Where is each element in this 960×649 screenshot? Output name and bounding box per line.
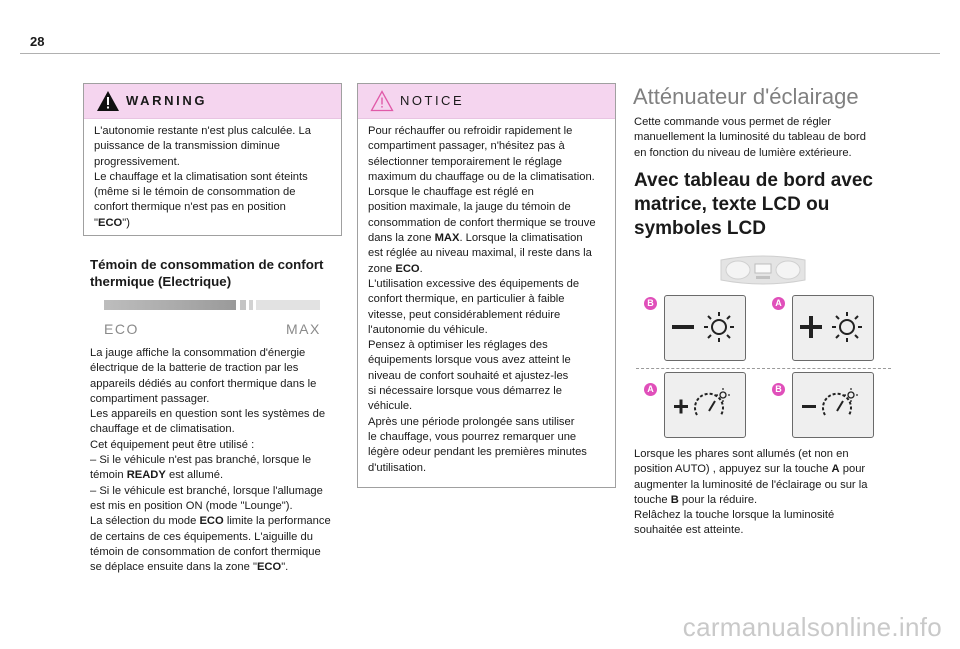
page-number: 28 (30, 34, 45, 49)
notice-text: Pour réchauffer ou refroidir rapidement le compartiment passager, n'hésitez pas à sélectionner temporairement le réglage maximum du chauffage ou de la climatisation. Lorsque le chauffage est réglé en position maximale, la jauge du témoin de consommation de confort thermique se trouve dans la zone MAX. Lorsque la climatisation est réglée au niveau maximal, il reste dans la zone ECO. L'utilisation excessive des équipements de confort thermique, en particulier à faible vitesse, peut considérablement réduire l'autonomie du véhicule. Pensez à optimiser les réglages des équipements lorsque vous avez atteint le niveau de confort souhaité et ajustez-les si nécessaire lorsque vous démarrez le véhicule. Après une période prolongée sans utiliser le chauffage, vous pourrez remarquer une légère odeur pendant les premières minutes d'utilisation. (358, 119, 615, 476)
dim-plus-key-top[interactable] (792, 295, 874, 361)
badge-a-bottom: A (644, 383, 657, 396)
gauge-bar (104, 298, 320, 312)
notice-box (357, 83, 616, 488)
gauge-min-label: ECO (104, 321, 139, 337)
warning-box (83, 83, 342, 236)
consumption-text: La jauge affiche la consommation d'énergie électrique de la batterie de traction par les appareils dédiés au confort thermique dans le compartiment passager. Les appareils en question sont les systèmes de chauffage et de climatisation. Cet équipement peut être utilisé : – Si le véhicule n'est pas branché, lorsque le témoin READY est allumé. – Si le véhicule est branché, lorsque l'allumage est mis en position ON (mode "Lounge"). La sélection du mode ECO limite la performance de certains de ces équipements. L'aiguille du témoin de consommation de confort thermique se déplace ensuite dans la zone "ECO". (90, 346, 350, 575)
minus-gauge-icon (793, 373, 873, 437)
badge-b-bottom: B (772, 383, 785, 396)
notice-box-header (358, 84, 615, 119)
consumption-title: Témoin de consommation de confort thermique (Electrique) (90, 257, 324, 289)
text-line: Le chauffage et la climatisation sont éteints (94, 170, 308, 183)
consumption-gauge (104, 298, 320, 312)
text-line: position AUTO) , appuyez sur la touche A pour (634, 463, 866, 476)
warning-box-header (84, 84, 341, 119)
minus-sun-icon (665, 296, 745, 360)
top-divider (20, 53, 940, 54)
text-line: "ECO") (94, 216, 130, 229)
text-line: dans la zone MAX. Lorsque la climatisation (368, 232, 583, 245)
dashboard-icon (718, 254, 808, 286)
badge-b-top: B (644, 297, 657, 310)
text-line: (même si le témoin de consommation de (94, 186, 296, 199)
plus-gauge-icon (665, 373, 745, 437)
text-line: touche B pour la réduire. (634, 493, 758, 506)
dimmer-subtitle: Avec tableau de bord avec matrice, texte LCD ou symboles LCD (634, 170, 874, 239)
dashed-separator (636, 368, 891, 369)
watermark: carmanualsonline.info (682, 612, 942, 642)
dim-minus-key-top[interactable] (664, 295, 746, 361)
warning-triangle-icon (96, 90, 120, 112)
text-line: témoin READY est allumé. (90, 469, 224, 482)
text-line: confort thermique n'est pas en position (94, 201, 286, 214)
warning-title: WARNING (126, 93, 208, 108)
text-line: se déplace ensuite dans la zone "ECO". (90, 561, 289, 574)
text-line: puissance de la transmission diminue (94, 140, 280, 153)
dimmer-intro: Cette commande vous permet de régler manuellement la luminosité du tableau de bord en fonction du niveau de lumière extérieure. (634, 116, 866, 159)
notice-title: NOTICE (400, 93, 465, 108)
gauge-max-label: MAX (286, 321, 321, 337)
dimmer-title: Atténuateur d'éclairage (633, 84, 859, 109)
text-line: progressivement. (94, 155, 180, 168)
notice-triangle-icon (370, 90, 394, 112)
dimmer-body: Lorsque les phares sont allumés (et non en position AUTO) , appuyez sur la touche A pour augmenter la luminosité de l'éclairage ou sur la touche B pour la réduire. Relâchez la touche lorsque la luminosité souhaitée est atteinte. (634, 447, 924, 539)
text-line: La sélection du mode ECO limite la performance (90, 515, 331, 528)
dim-plus-key-bottom[interactable] (664, 372, 746, 438)
dim-minus-key-bottom[interactable] (792, 372, 874, 438)
text-line: L'autonomie restante n'est plus calculée. La (94, 125, 311, 137)
badge-a-top: A (772, 297, 785, 310)
warning-text (84, 119, 341, 231)
dimmer-illustration (636, 250, 896, 445)
text-line: zone ECO. (368, 262, 423, 275)
plus-sun-icon (793, 296, 873, 360)
